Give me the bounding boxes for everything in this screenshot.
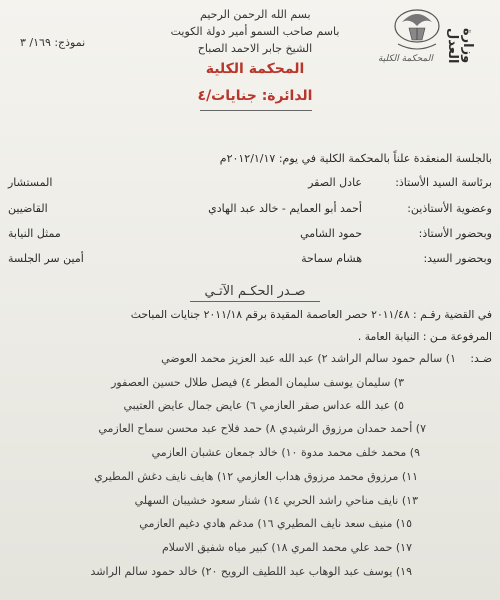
basmala: بسم الله الرحمن الرحيم — [200, 8, 311, 21]
row-name: حمود الشامي — [300, 227, 362, 240]
defendant-line: ٧) أحمد حمدان مرزوق الرشيدي ٨) حمد فلاح عبد محسن سماح العازمي — [98, 422, 426, 435]
verdict-underline — [190, 301, 320, 302]
session-intro: بالجلسة المنعقدة علناً بالمحكمة الكلية في يوم: ٢٠١٢/١/١٧م — [219, 152, 492, 165]
row-title: ممثل النيابة — [8, 227, 61, 240]
row-label: وبحضور الأستاذ: — [418, 227, 492, 240]
seal-caption: المحكمة الكلية — [378, 54, 433, 64]
row-label: وبحضور السيد: — [423, 252, 492, 265]
ministry-vertical-label: وزارة العدل — [445, 28, 475, 64]
session-row-president — [8, 176, 492, 194]
circuit-underline — [200, 110, 312, 111]
kuwait-emblem-icon — [392, 8, 442, 54]
defendant-line: ٣) سليمان يوسف سليمان المطر ٤) فيصل طلال حسين العصفور — [111, 376, 404, 389]
defendant-line: ٥) عبد الله عداس صقر العازمي ٦) عايض جمال عايض العتيبي — [123, 399, 404, 412]
row-label: وعضوية الأستاذين: — [407, 202, 492, 215]
defendant-line: ١) سالم حمود سالم الراشد ٢) عبد الله عبد العزيز محمد العوضي — [161, 352, 456, 365]
row-title: أمين سر الجلسة — [8, 252, 84, 265]
row-label: برئاسة السيد الأستاذ: — [395, 176, 492, 189]
form-number: نموذج: ١٦٩/ ٣ — [20, 36, 86, 49]
defendant-line: ١٣) نايف مناحي راشد الحربي ١٤) شنار سعود خشيبان السهلي — [134, 494, 418, 507]
defendant-line: ١٥) منيف سعد نايف المطيري ١٦) مدغم هادي دغيم العازمي — [139, 517, 412, 530]
defendant-line: ١٩) يوسف عبد الوهاب عبد اللطيف الرويح ٢٠) خالد حمود سالم الراشد — [90, 565, 412, 578]
session-row-prosecution — [8, 227, 492, 245]
row-name: أحمد أبو العمايم - خالد عبد الهادي — [208, 202, 362, 215]
row-name: هشام سماحة — [301, 252, 362, 265]
row-title: المستشار — [8, 176, 53, 189]
court-title: المحكمة الكلية — [205, 61, 305, 77]
case-number-line: في القضية رقـم : ٢٠١١/٤٨ حصر العاصمة المقيدة برقم ٢٠١١/١٨ جنايات المباحث — [130, 308, 492, 321]
session-row-members — [8, 202, 492, 220]
verdict-heading: صـدر الحكـم الآتـي — [204, 284, 306, 299]
in-name-of-line: باسم صاحب السمو أمير دولة الكويت — [170, 25, 340, 38]
defendant-line: ٩) محمد خلف محمد مدوة ١٠) خالد جمعان عشبان العازمي — [151, 446, 420, 459]
defendant-line: ١٧) حمد علي محمد المري ١٨) كبير مياه شفيق الاسلام — [161, 541, 412, 554]
row-name: عادل الصقر — [308, 176, 362, 189]
raised-by-line: المرفوعة مـن : النيابة العامة . — [357, 330, 492, 343]
emir-line: الشيخ جابر الاحمد الصباح — [197, 42, 313, 55]
circuit-title: الدائرة: جنايات/٤ — [197, 88, 313, 104]
row-title: القاضيين — [8, 202, 48, 215]
session-row-secretary — [8, 252, 492, 270]
against-label: ضـد: — [470, 352, 492, 365]
defendant-line: ١١) مرزوق محمد مرزوق هداب العازمي ١٢) هايف نايف دغش المطيري — [94, 470, 418, 483]
